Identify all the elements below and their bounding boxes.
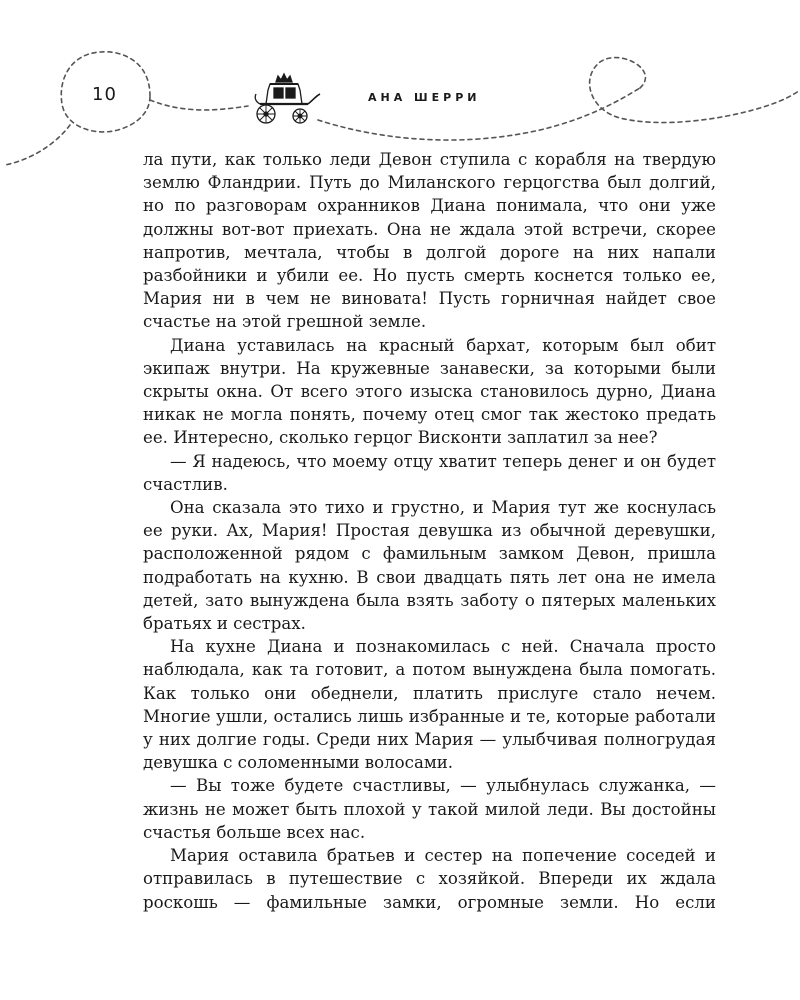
- paragraph: На кухне Диана и познакомилась с ней. Сначала просто наблюдала, как та готовит, а потом вынуждена была помогать. Как только они обеднели, платить прислуге стало нечем. Многие ушли, остались лишь избранные и те, которые работали у них долгие годы. Среди них Мария — улыбчивая полногрудая девушка с соломенными волосами.: [143, 637, 716, 773]
- page-body-text: [143, 148, 716, 914]
- paragraph: — Вы тоже будете счастливы, — улыбнулась служанка, — жизнь не может быть плохой у такой милой леди. Вы достойны счастья больше всех нас.: [143, 776, 716, 842]
- paragraph: — Я надеюсь, что моему отцу хватит теперь денег и он будет счастлив.: [143, 451, 716, 494]
- paragraph: Мария оставила братьев и сестер на попечение соседей и отправилась в путешествие с хозяйкой. Впереди их ждала роскошь — фамильные замки, огромные земли. Но если: [143, 846, 716, 912]
- page-number: 10: [92, 84, 117, 105]
- paragraph: Она сказала это тихо и грустно, и Мария тут же коснулась ее руки. Ах, Мария! Простая девушка из обычной деревушки, расположенной рядом с фамильным замком Девон, пришла подработать на кухню. В свои двадцать пять лет она не имела детей, зато вынуждена была взять заботу о пятерых маленьких братьях и сестрах.: [143, 498, 716, 634]
- carriage-icon: [250, 70, 322, 126]
- paragraph: Диана уставилась на красный бархат, которым был обит экипаж внутри. На кружевные занавески, за которыми были скрыты окна. От всего этого изыска становилось дурно, Диана никак не могла понять, почему отец смог так жестоко предать ее. Интересно, сколько герцог Висконти заплатил за нее?: [143, 335, 716, 448]
- paragraph: ла пути, как только леди Девон ступила с корабля на твердую землю Фландрии. Путь до Миланского герцогства был долгий, но по разговорам охранников Диана понимала, что они уже должны вот-вот приехать. Она не ждала этой встречи, скорее напротив, мечтала, чтобы в долгой дороге на них напали разбойники и убили ее. Но пусть смерть коснется только ее, Мария ни в чем не виновата! Пусть горничная найдет свое счастье на этой грешной земле.: [143, 150, 716, 332]
- running-head-author: АНА ШЕРРИ: [368, 91, 481, 104]
